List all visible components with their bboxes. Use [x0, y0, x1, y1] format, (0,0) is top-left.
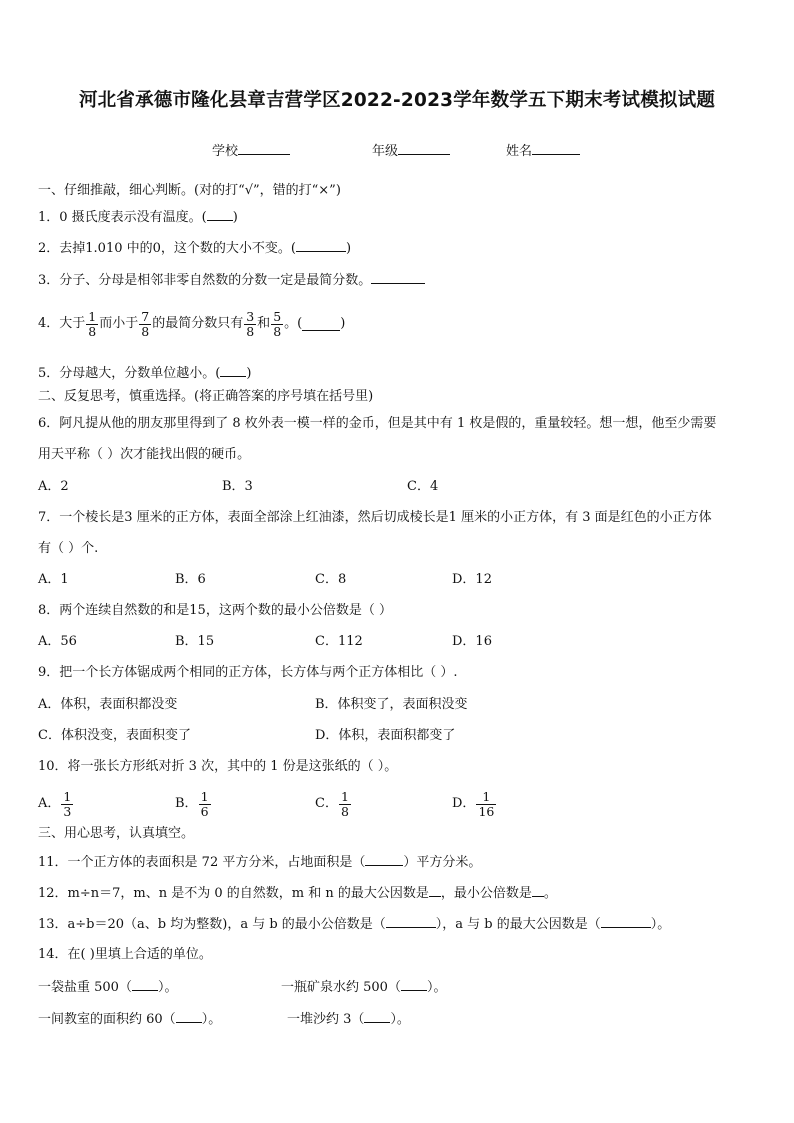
question-11-text-end: ）平方分米。	[403, 855, 482, 870]
question-12-text-mid: ，最小公倍数是	[440, 886, 532, 901]
question-5-blank[interactable]	[220, 364, 246, 377]
question-2-close: )	[345, 241, 352, 256]
question-13-text: 13．a÷b＝20（a、b 均为整数)，a 与 b 的最小公倍数是（	[38, 917, 386, 932]
question-7-option-d[interactable]: D．12	[452, 572, 492, 587]
grade-field[interactable]	[372, 142, 450, 160]
question-4-blank[interactable]	[302, 318, 340, 331]
question-7-option-b[interactable]: B．6	[175, 572, 206, 587]
numerator: 3	[246, 308, 255, 324]
question-4-part-1: 4．大于	[38, 316, 86, 331]
question-7-line-2: 有（ ）个.	[38, 541, 99, 556]
denominator: 3	[63, 803, 72, 819]
item-text: 一瓶矿泉水约 500（	[281, 980, 401, 995]
question-12-blank-lcm[interactable]	[532, 884, 544, 897]
question-8-option-b[interactable]: B．15	[175, 634, 215, 649]
numerator: 1	[200, 788, 209, 804]
question-3-blank[interactable]	[371, 271, 425, 284]
question-8-option-a[interactable]: A．56	[38, 634, 77, 649]
question-8-option-d[interactable]: D．16	[452, 634, 492, 649]
question-11	[38, 853, 481, 871]
question-9-option-d[interactable]: D．体积，表面积都变了	[315, 728, 456, 743]
question-13-text-mid: ），a 与 b 的最大公因数是（	[435, 917, 601, 932]
question-14-item-4	[287, 1010, 410, 1028]
question-3	[38, 271, 425, 289]
question-6-line-1: 6．阿凡提从他的朋友那里得到了 8 枚外表一模一样的金币，但是其中有 1 枚是假的，重量较轻。想一想，他至少需要	[38, 416, 717, 431]
question-7-option-a[interactable]: A．1	[38, 572, 69, 587]
name-label: 姓名	[506, 144, 533, 159]
question-12-text: 12．m÷n＝7，m、n 是不为 0 的自然数，m 和 n 的最大公因数是	[38, 886, 429, 901]
question-9-line-1: 9．把一个长方体锯成两个相同的正方体，长方体与两个正方体相比（ ）.	[38, 665, 458, 680]
section-2-heading: 二、反复思考，慎重选择。(将正确答案的序号填在括号里)	[38, 389, 374, 404]
item-text: 一堆沙约 3（	[287, 1012, 365, 1027]
question-9-option-c[interactable]: C．体积没变，表面积变了	[38, 728, 191, 743]
question-4	[38, 306, 345, 342]
numerator: 1	[88, 308, 97, 324]
question-2-blank[interactable]	[296, 239, 346, 252]
question-6-option-b[interactable]: B．3	[222, 479, 253, 494]
question-6-option-a[interactable]: A．2	[38, 479, 69, 494]
fraction-1-8	[86, 310, 98, 339]
numerator: 5	[273, 308, 282, 324]
question-4-part-5: 。(	[284, 316, 303, 331]
question-12-text-end: 。	[543, 886, 557, 901]
question-6-option-c[interactable]: C．4	[407, 479, 439, 494]
question-14-item-3	[38, 1010, 221, 1028]
school-label: 学校	[212, 144, 239, 159]
denominator: 6	[200, 803, 209, 819]
item-blank[interactable]	[364, 1010, 390, 1023]
question-14-line-1: 14．在( )里填上合适的单位。	[38, 947, 212, 962]
numerator: 1	[476, 790, 496, 805]
question-1-blank[interactable]	[207, 208, 233, 221]
option-label: A．	[38, 796, 61, 811]
fraction-7-8	[139, 310, 151, 339]
denominator: 8	[246, 323, 255, 339]
question-9-option-a[interactable]: A．体积，表面积都没变	[38, 697, 178, 712]
fraction-1-8	[339, 790, 351, 819]
grade-label: 年级	[372, 144, 399, 159]
question-5-close: )	[246, 366, 252, 381]
question-7-line-1: 7．一个棱长是3 厘米的正方体，表面全部涂上红油漆，然后切成棱长是1 厘米的小正方体，有 3 面是红色的小正方体	[38, 510, 712, 525]
question-12	[38, 884, 557, 902]
question-10-option-d[interactable]	[452, 786, 497, 822]
question-4-part-4: 和	[257, 316, 271, 331]
question-5	[38, 364, 251, 382]
item-text-end: ）。	[426, 980, 447, 995]
section-3-heading: 三、用心思考，认真填空。	[38, 826, 195, 841]
school-field[interactable]	[212, 142, 290, 160]
item-text: 一袋盐重 500（	[38, 980, 132, 995]
question-2	[38, 239, 351, 257]
question-7-option-c[interactable]: C．8	[315, 572, 347, 587]
name-field[interactable]	[506, 142, 580, 160]
name-blank[interactable]	[532, 142, 580, 155]
question-10-option-b[interactable]	[175, 786, 212, 822]
item-blank[interactable]	[401, 978, 427, 991]
question-5-text: 5．分母越大，分数单位越小。(	[38, 366, 221, 381]
numerator: 1	[63, 788, 72, 804]
option-label: B．	[175, 796, 198, 811]
question-10-option-c[interactable]	[315, 786, 352, 822]
page-title: 河北省承德市隆化县章吉营学区2022-2023学年数学五下期末考试模拟试题	[78, 90, 716, 111]
item-text-end: ）。	[201, 1012, 222, 1027]
fraction-1-3	[61, 790, 73, 819]
school-blank[interactable]	[238, 142, 290, 155]
item-blank[interactable]	[132, 978, 158, 991]
question-13-blank-gcd[interactable]	[601, 915, 651, 928]
question-12-blank-gcd[interactable]	[429, 884, 441, 897]
question-4-close: )	[340, 316, 346, 331]
question-4-part-2: 而小于	[99, 316, 139, 331]
item-blank[interactable]	[176, 1010, 202, 1023]
question-11-text: 11．一个正方体的表面积是 72 平方分米，占地面积是（	[38, 855, 366, 870]
question-1	[38, 208, 238, 226]
question-14-item-1	[38, 978, 177, 996]
grade-blank[interactable]	[398, 142, 450, 155]
question-8-option-c[interactable]: C．112	[315, 634, 363, 649]
fraction-1-16	[476, 790, 496, 819]
denominator: 8	[340, 803, 349, 819]
numerator: 7	[141, 308, 150, 324]
question-8-line-1: 8．两个连续自然数的和是15，这两个数的最小公倍数是（ ）	[38, 603, 392, 618]
question-13	[38, 915, 670, 933]
question-11-blank[interactable]	[365, 853, 403, 866]
item-text: 一间教室的面积约 60（	[38, 1012, 176, 1027]
question-4-part-3: 的最简分数只有	[152, 316, 244, 331]
denominator: 8	[88, 323, 97, 339]
fraction-1-6	[199, 790, 211, 819]
item-text-end: ）。	[390, 1012, 410, 1027]
denominator: 8	[141, 323, 150, 339]
item-text-end: ）。	[157, 980, 178, 995]
fraction-5-8	[271, 310, 283, 339]
question-1-text: 1．0 摄氏度表示没有温度。(	[38, 210, 207, 225]
question-1-close: )	[232, 210, 238, 225]
question-9-option-b[interactable]: B．体积变了，表面积没变	[315, 697, 468, 712]
numerator: 1	[340, 788, 349, 804]
question-13-text-end: ）。	[650, 917, 671, 932]
question-14-item-2	[281, 978, 446, 996]
fraction-3-8	[244, 310, 256, 339]
question-10-option-a[interactable]	[38, 786, 74, 822]
question-2-text: 2．去掉1.010 中的0，这个数的大小不变。(	[38, 241, 296, 256]
question-10-line-1: 10．将一张长方形纸对折 3 次，其中的 1 份是这张纸的（ ）。	[38, 759, 398, 774]
denominator: 8	[273, 323, 282, 339]
question-6-line-2: 用天平称（ ）次才能找出假的硬币。	[38, 447, 251, 462]
question-3-text: 3．分子、分母是相邻非零自然数的分数一定是最简分数。	[38, 273, 372, 288]
option-label: D．	[452, 796, 476, 811]
question-13-blank-lcm[interactable]	[386, 915, 436, 928]
option-label: C．	[315, 796, 338, 811]
section-1-heading: 一、仔细推敲，细心判断。(对的打“√”，错的打“×”)	[38, 183, 341, 198]
denominator: 16	[478, 803, 495, 819]
